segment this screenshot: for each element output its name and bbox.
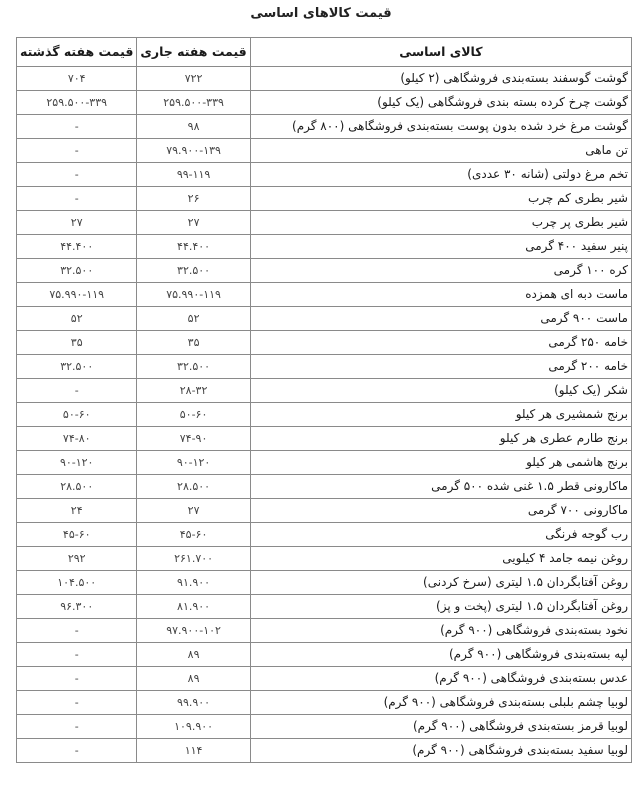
previous-week-price-cell: ۱۰۴.۵۰۰ bbox=[17, 571, 137, 595]
previous-week-price-cell: - bbox=[17, 139, 137, 163]
column-header-previous-week: قیمت هفته گذشته bbox=[17, 38, 137, 67]
table-header-row bbox=[17, 38, 632, 67]
previous-week-price-cell: ۷۰۴ bbox=[17, 67, 137, 91]
table-row bbox=[17, 139, 632, 163]
item-name-cell: برنج هاشمی هر کیلو bbox=[250, 451, 631, 475]
item-name-cell: تن ماهی bbox=[250, 139, 631, 163]
column-header-current-week: قیمت هفته جاری bbox=[137, 38, 250, 67]
item-name-cell: ماکارونی ۷۰۰ گرمی bbox=[250, 499, 631, 523]
table-row bbox=[17, 475, 632, 499]
previous-week-price-cell: - bbox=[17, 115, 137, 139]
table-row bbox=[17, 451, 632, 475]
table-row bbox=[17, 547, 632, 571]
previous-week-price-cell: - bbox=[17, 715, 137, 739]
table-row bbox=[17, 307, 632, 331]
current-week-price-cell: ۷۴-۹۰ bbox=[137, 427, 250, 451]
current-week-price-cell: ۴۵-۶۰ bbox=[137, 523, 250, 547]
table-row bbox=[17, 427, 632, 451]
previous-week-price-cell: ۴۴.۴۰۰ bbox=[17, 235, 137, 259]
current-week-price-cell: ۲۵۹.۵۰۰-۳۳۹ bbox=[137, 91, 250, 115]
current-week-price-cell: ۲۷ bbox=[137, 211, 250, 235]
item-name-cell: شکر (یک کیلو) bbox=[250, 379, 631, 403]
table-row bbox=[17, 499, 632, 523]
table-row bbox=[17, 379, 632, 403]
current-week-price-cell: ۳۵ bbox=[137, 331, 250, 355]
previous-week-price-cell: ۹۰-۱۲۰ bbox=[17, 451, 137, 475]
item-name-cell: لوبیا قرمز بسته‌بندی فروشگاهی (۹۰۰ گرم) bbox=[250, 715, 631, 739]
previous-week-price-cell: - bbox=[17, 691, 137, 715]
table-row bbox=[17, 739, 632, 763]
item-name-cell: لپه بسته‌بندی فروشگاهی (۹۰۰ گرم) bbox=[250, 643, 631, 667]
previous-week-price-cell: ۲۴ bbox=[17, 499, 137, 523]
table-row bbox=[17, 67, 632, 91]
item-name-cell: لوبیا چشم بلبلی بسته‌بندی فروشگاهی (۹۰۰ گرم) bbox=[250, 691, 631, 715]
item-name-cell: پنیر سفید ۴۰۰ گرمی bbox=[250, 235, 631, 259]
current-week-price-cell: ۹۹.۹۰۰ bbox=[137, 691, 250, 715]
table-row bbox=[17, 331, 632, 355]
item-name-cell: لوبیا سفید بسته‌بندی فروشگاهی (۹۰۰ گرم) bbox=[250, 739, 631, 763]
item-name-cell: برنج شمشیری هر کیلو bbox=[250, 403, 631, 427]
table-row bbox=[17, 355, 632, 379]
table-row bbox=[17, 163, 632, 187]
item-name-cell: شیر بطری کم چرب bbox=[250, 187, 631, 211]
item-name-cell: برنج طارم عطری هر کیلو bbox=[250, 427, 631, 451]
current-week-price-cell: ۵۰-۶۰ bbox=[137, 403, 250, 427]
item-name-cell: گوشت مرغ خرد شده بدون پوست بسته‌بندی فروشگاهی (۸۰۰ گرم) bbox=[250, 115, 631, 139]
table-row bbox=[17, 691, 632, 715]
current-week-price-cell: ۳۲.۵۰۰ bbox=[137, 259, 250, 283]
item-name-cell: رب گوجه فرنگی bbox=[250, 523, 631, 547]
table-row bbox=[17, 643, 632, 667]
table-row bbox=[17, 403, 632, 427]
current-week-price-cell: ۹۱.۹۰۰ bbox=[137, 571, 250, 595]
previous-week-price-cell: ۷۴-۸۰ bbox=[17, 427, 137, 451]
previous-week-price-cell: - bbox=[17, 187, 137, 211]
table-row bbox=[17, 523, 632, 547]
table-row bbox=[17, 571, 632, 595]
table-row bbox=[17, 91, 632, 115]
previous-week-price-cell: ۵۰-۶۰ bbox=[17, 403, 137, 427]
item-name-cell: عدس بسته‌بندی فروشگاهی (۹۰۰ گرم) bbox=[250, 667, 631, 691]
current-week-price-cell: ۲۶ bbox=[137, 187, 250, 211]
current-week-price-cell: ۵۲ bbox=[137, 307, 250, 331]
item-name-cell: ماست ۹۰۰ گرمی bbox=[250, 307, 631, 331]
current-week-price-cell: ۲۸.۵۰۰ bbox=[137, 475, 250, 499]
table-body bbox=[17, 67, 632, 763]
table-row bbox=[17, 595, 632, 619]
previous-week-price-cell: ۳۲.۵۰۰ bbox=[17, 355, 137, 379]
current-week-price-cell: ۴۴.۴۰۰ bbox=[137, 235, 250, 259]
current-week-price-cell: ۱۰۹.۹۰۰ bbox=[137, 715, 250, 739]
current-week-price-cell: ۸۹ bbox=[137, 667, 250, 691]
previous-week-price-cell: - bbox=[17, 739, 137, 763]
previous-week-price-cell: ۹۶.۳۰۰ bbox=[17, 595, 137, 619]
table-row bbox=[17, 115, 632, 139]
previous-week-price-cell: ۲۵۹.۵۰۰-۳۳۹ bbox=[17, 91, 137, 115]
table-row bbox=[17, 667, 632, 691]
previous-week-price-cell: - bbox=[17, 163, 137, 187]
previous-week-price-cell: ۲۷ bbox=[17, 211, 137, 235]
item-name-cell: روغن نیمه جامد ۴ کیلویی bbox=[250, 547, 631, 571]
current-week-price-cell: ۷۹.۹۰۰-۱۳۹ bbox=[137, 139, 250, 163]
item-name-cell: گوشت گوسفند بسته‌بندی فروشگاهی (۲ کیلو) bbox=[250, 67, 631, 91]
table-row bbox=[17, 235, 632, 259]
table-row bbox=[17, 211, 632, 235]
table-row bbox=[17, 283, 632, 307]
current-week-price-cell: ۹۷.۹۰۰-۱۰۲ bbox=[137, 619, 250, 643]
current-week-price-cell: ۹۰-۱۲۰ bbox=[137, 451, 250, 475]
item-name-cell: تخم مرغ دولتی (شانه ۳۰ عددی) bbox=[250, 163, 631, 187]
previous-week-price-cell: ۳۲.۵۰۰ bbox=[17, 259, 137, 283]
current-week-price-cell: ۸۱.۹۰۰ bbox=[137, 595, 250, 619]
previous-week-price-cell: ۴۵-۶۰ bbox=[17, 523, 137, 547]
current-week-price-cell: ۲۶۱.۷۰۰ bbox=[137, 547, 250, 571]
previous-week-price-cell: ۵۲ bbox=[17, 307, 137, 331]
price-table bbox=[16, 37, 632, 763]
previous-week-price-cell: - bbox=[17, 379, 137, 403]
table-row bbox=[17, 619, 632, 643]
previous-week-price-cell: ۲۸.۵۰۰ bbox=[17, 475, 137, 499]
item-name-cell: ماست دبه ای همزده bbox=[250, 283, 631, 307]
current-week-price-cell: ۷۲۲ bbox=[137, 67, 250, 91]
column-header-item: کالای اساسی bbox=[250, 38, 631, 67]
current-week-price-cell: ۷۵.۹۹۰-۱۱۹ bbox=[137, 283, 250, 307]
item-name-cell: گوشت چرخ کرده بسته بندی فروشگاهی (یک کیلو) bbox=[250, 91, 631, 115]
current-week-price-cell: ۳۲.۵۰۰ bbox=[137, 355, 250, 379]
item-name-cell: کره ۱۰۰ گرمی bbox=[250, 259, 631, 283]
item-name-cell: شیر بطری پر چرب bbox=[250, 211, 631, 235]
item-name-cell: روغن آفتابگردان ۱.۵ لیتری (سرخ کردنی) bbox=[250, 571, 631, 595]
current-week-price-cell: ۱۱۴ bbox=[137, 739, 250, 763]
item-name-cell: روغن آفتابگردان ۱.۵ لیتری (پخت و پز) bbox=[250, 595, 631, 619]
previous-week-price-cell: - bbox=[17, 667, 137, 691]
previous-week-price-cell: ۲۹۲ bbox=[17, 547, 137, 571]
table-row bbox=[17, 259, 632, 283]
item-name-cell: ماکارونی قطر ۱.۵ غنی شده ۵۰۰ گرمی bbox=[250, 475, 631, 499]
current-week-price-cell: ۹۸ bbox=[137, 115, 250, 139]
previous-week-price-cell: - bbox=[17, 619, 137, 643]
current-week-price-cell: ۸۹ bbox=[137, 643, 250, 667]
item-name-cell: خامه ۲۵۰ گرمی bbox=[250, 331, 631, 355]
current-week-price-cell: ۹۹-۱۱۹ bbox=[137, 163, 250, 187]
current-week-price-cell: ۲۸-۳۲ bbox=[137, 379, 250, 403]
item-name-cell: خامه ۲۰۰ گرمی bbox=[250, 355, 631, 379]
current-week-price-cell: ۲۷ bbox=[137, 499, 250, 523]
table-row bbox=[17, 715, 632, 739]
previous-week-price-cell: ۷۵.۹۹۰-۱۱۹ bbox=[17, 283, 137, 307]
previous-week-price-cell: ۳۵ bbox=[17, 331, 137, 355]
table-row bbox=[17, 187, 632, 211]
previous-week-price-cell: - bbox=[17, 643, 137, 667]
item-name-cell: نخود بسته‌بندی فروشگاهی (۹۰۰ گرم) bbox=[250, 619, 631, 643]
page-title: قیمت کالاهای اساسی bbox=[250, 6, 392, 21]
